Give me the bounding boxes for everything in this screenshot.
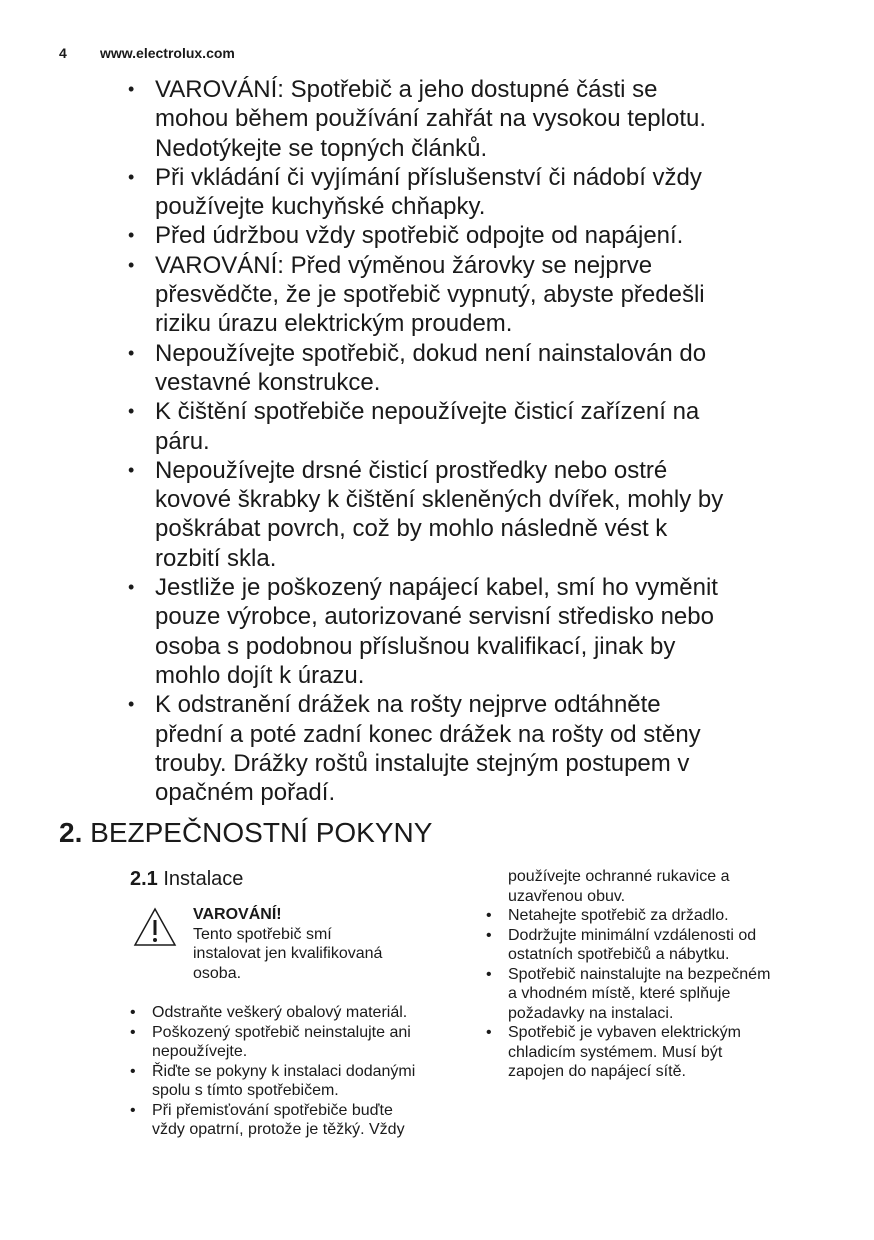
list-item-text: Odstraňte veškerý obalový materiál. <box>152 1004 408 1021</box>
list-item-text: Poškozený spotřebič neinstalujte ani nepoužívejte. <box>152 1023 411 1060</box>
list-item <box>486 965 816 1024</box>
section-title: BEZPEČNOSTNÍ POKYNY <box>90 817 433 848</box>
list-item <box>486 906 816 926</box>
list-item-text: Jestliže je poškozený napájecí kabel, smí ho vyměnit pouze výrobce, autorizované servisní středisko nebo osoba s podobnou příslušnou kvalifikací, jinak by mohlo dojít k úrazu. <box>155 574 718 689</box>
subsection-heading <box>130 868 243 891</box>
list-item-text: Netahejte spotřebič za držadlo. <box>508 907 729 924</box>
list-item-text: K odstranění drážek na rošty nejprve odtáhněte přední a poté zadní konec drážek na rošty od stěny trouby. Drážky roštů instalujte stejným postupem v opačném pořadí. <box>155 691 701 807</box>
list-item-text: VAROVÁNÍ: Spotřebič a jeho dostupné části se mohou během používání zahřát na vysokou teplotu. Nedotýkejte se topných článků. <box>155 76 707 162</box>
list-item-text: VAROVÁNÍ: Před výměnou žárovky se nejprve přesvědčte, že je spotřebič vypnutý, abyste předešli riziku úrazu elektrickým proudem. <box>155 251 705 338</box>
list-item-text: Spotřebič je vybaven elektrickým chladicím systémem. Musí být zapojen do napájecí sítě. <box>508 1024 741 1080</box>
bullet: • <box>128 225 135 246</box>
page-number: 4 <box>59 45 67 61</box>
list-item <box>130 1101 460 1140</box>
list-item <box>130 1003 460 1023</box>
subsection-title: Instalace <box>163 868 244 890</box>
site-url: www.electrolux.com <box>100 45 235 61</box>
list-item-text: Při přemisťování spotřebiče buďte vždy opatrní, protože je těžký. Vždy <box>152 1101 405 1138</box>
warning-triangle-icon <box>133 907 177 947</box>
list-item-text: Nepoužívejte spotřebič, dokud není nainstalován do vestavné konstrukce. <box>155 339 707 396</box>
bullet: • <box>486 907 492 924</box>
bullet: • <box>130 1101 136 1119</box>
list-item-text: K čištění spotřebiče nepoužívejte čisticí zařízení na páru. <box>155 398 700 455</box>
bullet: • <box>486 1024 492 1041</box>
list-item <box>128 573 828 690</box>
bullet: • <box>128 254 135 275</box>
bullet: • <box>128 401 135 422</box>
right-column <box>486 867 816 1082</box>
bullet: • <box>130 1062 136 1080</box>
section-number: 2. <box>59 817 83 848</box>
list-item-text: Při vkládání či vyjímání příslušenství či nádobí vždy používejte kuchyňské chňapky. <box>155 163 702 221</box>
section-heading <box>59 817 432 849</box>
list-item <box>130 1023 460 1062</box>
list-item <box>128 456 828 573</box>
list-item <box>128 221 828 250</box>
bullet: • <box>128 166 135 187</box>
list-item <box>128 339 828 398</box>
list-item <box>128 690 828 807</box>
bullet: • <box>486 965 492 983</box>
list-item-text: Nepoužívejte drsné čisticí prostředky nebo ostré kovové škrabky k čištění skleněných dvířek, mohly by poškrábat povrch, což by mohlo následně vést k rozbití skla. <box>155 456 724 572</box>
list-item <box>128 397 828 456</box>
list-item <box>486 1023 816 1082</box>
list-item <box>128 163 828 222</box>
subsection-number: 2.1 <box>130 868 158 890</box>
list-item-text: Řiďte se pokyny k instalaci dodanými spolu s tímto spotřebičem. <box>152 1062 416 1099</box>
continued-text: používejte ochranné rukavice a uzavřenou obuv. <box>508 868 730 905</box>
list-item <box>128 251 828 339</box>
main-bullet-list <box>128 75 828 807</box>
right-column-list <box>486 906 816 1082</box>
bullet: • <box>128 577 135 598</box>
bullet: • <box>130 1023 136 1041</box>
warning-text: Tento spotřebič smí instalovat jen kvalifikovaná osoba. <box>193 925 383 982</box>
bullet: • <box>130 1004 136 1021</box>
list-item-text: Před údržbou vždy spotřebič odpojte od napájení. <box>155 222 684 250</box>
bullet: • <box>128 694 135 715</box>
bullet: • <box>128 459 135 480</box>
bullet: • <box>128 342 135 363</box>
bullet: • <box>486 926 492 944</box>
left-column-list <box>130 1003 460 1140</box>
warning-title: VAROVÁNÍ! <box>193 906 282 923</box>
bullet: • <box>128 79 135 99</box>
list-item <box>130 1062 460 1101</box>
list-item <box>128 75 828 163</box>
list-item <box>486 926 816 965</box>
list-item-text: Spotřebič nainstalujte na bezpečném a vhodném místě, které splňuje požadavky na instalaci. <box>508 965 771 1022</box>
list-item-text: Dodržujte minimální vzdálenosti od ostatních spotřebičů a nábytku. <box>508 926 757 963</box>
